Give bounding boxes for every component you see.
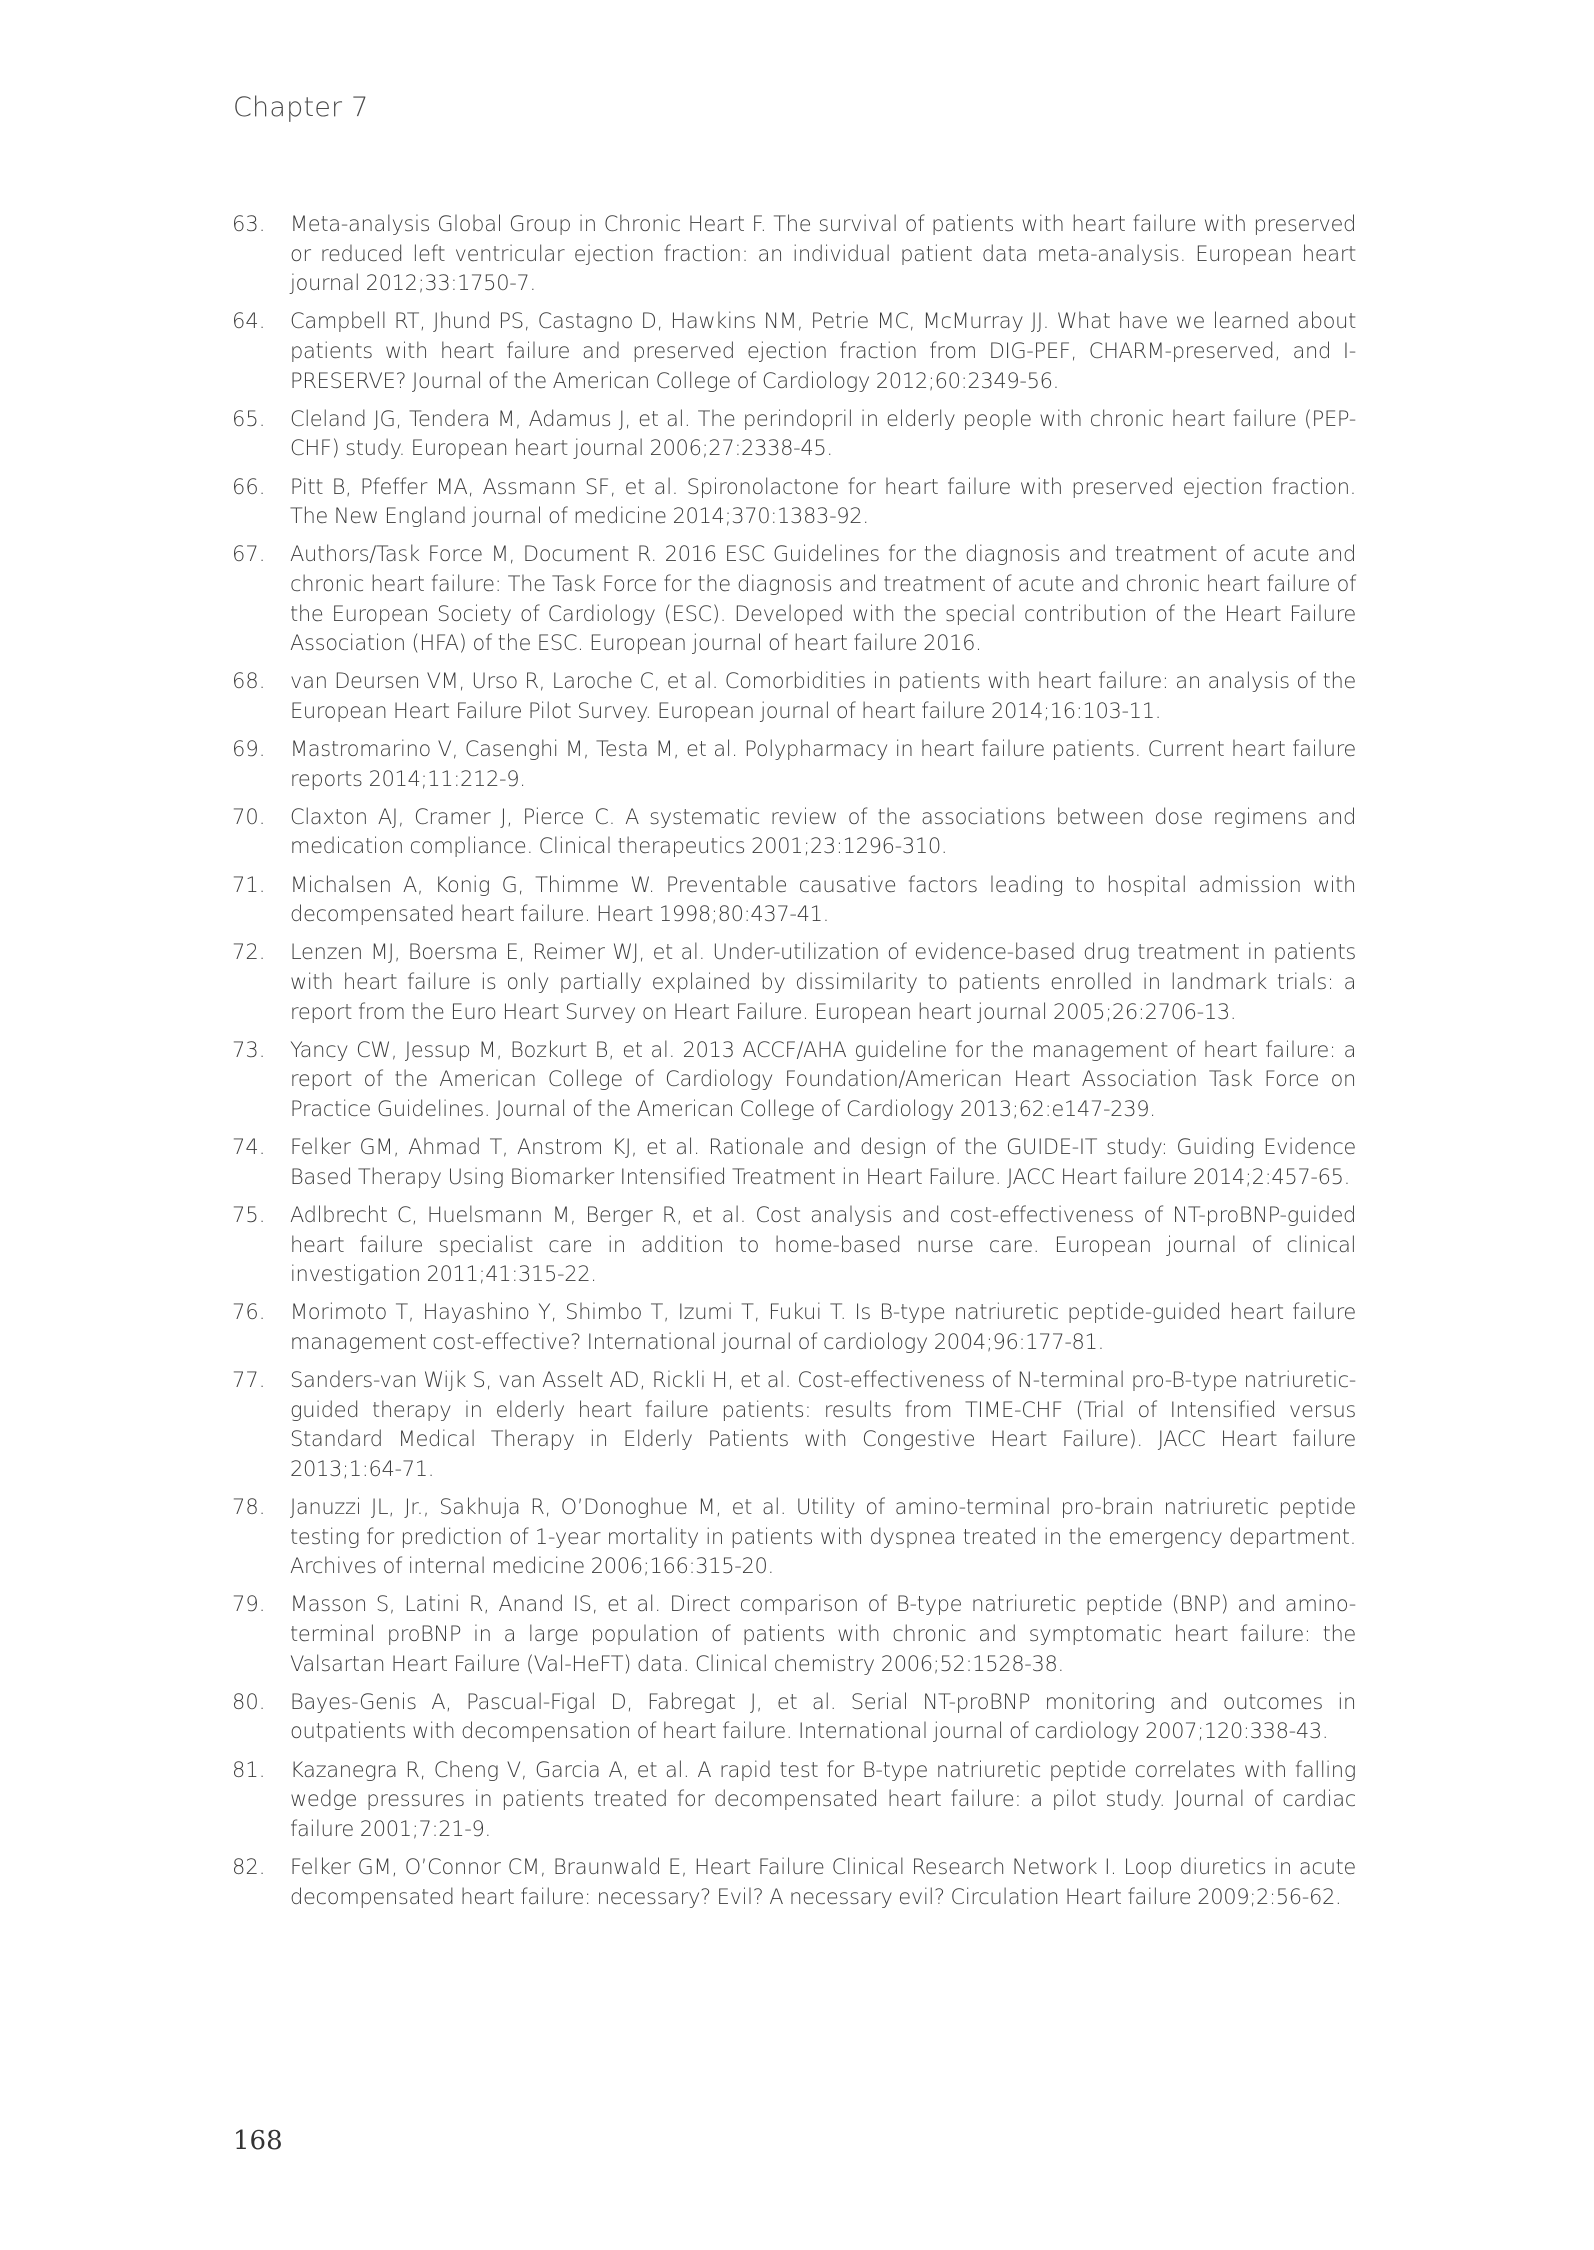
reference-item: [232, 667, 1356, 726]
reference-number: 78.: [232, 1495, 266, 1520]
reference-number: 73.: [232, 1037, 266, 1062]
reference-item: [232, 1853, 1356, 1912]
reference-text: Adlbrecht C, Huelsmann M, Berger R, et al. Cost analysis and cost-effectiveness of NT-proBNP-guided heart failure specialist care in addition to home-based nurse care. European journal of clinical investigation 2011;41:315-22.: [290, 1202, 1356, 1287]
reference-number: 79.: [232, 1592, 266, 1617]
reference-text: Mastromarino V, Casenghi M, Testa M, et al. Polypharmacy in heart failure patients. Current heart failure reports 2014;11:212-9.: [290, 737, 1356, 791]
reference-text: Meta-analysis Global Group in Chronic Heart F. The survival of patients with heart failure with preserved or reduced left ventricular ejection fraction: an individual patient data meta-analysis. European heart journal 2012;33:1750-7.: [290, 212, 1356, 296]
reference-item: [232, 1298, 1356, 1357]
reference-item: [232, 210, 1356, 299]
reference-number: 81.: [232, 1757, 266, 1782]
chapter-title: Chapter 7: [233, 92, 369, 123]
reference-item: [232, 1366, 1356, 1484]
reference-number: 67.: [232, 542, 266, 567]
reference-text: Claxton AJ, Cramer J, Pierce C. A systematic review of the associations between dose regimens and medication compliance. Clinical therapeutics 2001;23:1296-310.: [290, 804, 1356, 859]
reference-text: Masson S, Latini R, Anand IS, et al. Direct comparison of B-type natriuretic peptide (BNP) and amino-terminal proBNP in a large population of patients with chronic and symptomatic heart failure: the Valsartan Heart Failure (Val-HeFT) data. Clinical chemistry 2006;52:1528-38.: [290, 1592, 1356, 1676]
reference-number: 66.: [232, 474, 266, 499]
reference-text: Januzzi JL, Jr., Sakhuja R, O’Donoghue M, et al. Utility of amino-terminal pro-brain natriuretic peptide testing for prediction of 1-year mortality in patients with dyspnea treated in the emergency department. Archives of internal medicine 2006;166:315-20.: [290, 1495, 1356, 1579]
reference-number: 75.: [232, 1202, 266, 1227]
reference-item: [232, 307, 1356, 396]
reference-text: van Deursen VM, Urso R, Laroche C, et al. Comorbidities in patients with heart failure: an analysis of the European Heart Failure Pilot Survey. European journal of heart failure 2014;16:103-11.: [290, 669, 1356, 723]
reference-number: 74.: [232, 1135, 266, 1160]
reference-number: 70.: [232, 804, 266, 829]
reference-item: [232, 1756, 1356, 1845]
reference-item: [232, 1201, 1356, 1290]
reference-text: Yancy CW, Jessup M, Bozkurt B, et al. 2013 ACCF/AHA guideline for the management of heart failure: a report of the American College of Cardiology Foundation/American Heart Association Task Force on Practice Guidelines. Journal of the American College of Cardiology 2013;62:e147-239.: [290, 1037, 1356, 1121]
reference-list: [232, 210, 1356, 1921]
reference-item: [232, 1493, 1356, 1582]
reference-item: [232, 871, 1356, 930]
reference-number: 63.: [232, 212, 266, 236]
reference-item: [232, 1036, 1356, 1125]
reference-text: Michalsen A, Konig G, Thimme W. Preventable causative factors leading to hospital admission with decompensated heart failure. Heart 1998;80:437-41.: [290, 872, 1356, 927]
reference-text: Pitt B, Pfeffer MA, Assmann SF, et al. Spironolactone for heart failure with preserved ejection fraction. The New England journal of medicine 2014;370:1383-92.: [290, 474, 1356, 529]
reference-number: 72.: [232, 940, 266, 965]
reference-item: [232, 1590, 1356, 1679]
reference-number: 77.: [232, 1368, 266, 1393]
reference-item: [232, 938, 1356, 1027]
reference-number: 64.: [232, 309, 266, 334]
reference-text: Morimoto T, Hayashino Y, Shimbo T, Izumi T, Fukui T. Is B-type natriuretic peptide-guided heart failure management cost-effective? International journal of cardiology 2004;96:177-81.: [290, 1300, 1356, 1354]
reference-item: [232, 1133, 1356, 1192]
reference-item: [232, 473, 1356, 532]
reference-number: 82.: [232, 1854, 266, 1879]
reference-item: [232, 1688, 1356, 1747]
reference-item: [232, 735, 1356, 794]
reference-number: 68.: [232, 669, 266, 694]
reference-text: Felker GM, O’Connor CM, Braunwald E, Heart Failure Clinical Research Network I. Loop diuretics in acute decompensated heart failure: necessary? Evil? A necessary evil? Circulation Heart failure 2009;2:56-62.: [290, 1854, 1356, 1909]
reference-text: Sanders-van Wijk S, van Asselt AD, Rickli H, et al. Cost-effectiveness of N-terminal pro-B-type natriuretic-guided therapy in elderly heart failure patients: results from TIME-CHF (Trial of Intensified versus Standard Medical Therapy in Elderly Patients with Congestive Heart Failure). JACC Heart failure 2013;1:64-71.: [290, 1368, 1356, 1481]
reference-number: 80.: [232, 1689, 266, 1714]
reference-number: 65.: [232, 406, 266, 431]
reference-text: Felker GM, Ahmad T, Anstrom KJ, et al. Rationale and design of the GUIDE-IT study: Guiding Evidence Based Therapy Using Biomarker Intensified Treatment in Heart Failure. JACC Heart failure 2014;2:457-65.: [290, 1135, 1356, 1189]
reference-item: [232, 540, 1356, 658]
reference-number: 71.: [232, 872, 266, 897]
page-number: 168: [233, 2126, 283, 2156]
reference-text: Kazanegra R, Cheng V, Garcia A, et al. A rapid test for B-type natriuretic peptide correlates with falling wedge pressures in patients treated for decompensated heart failure: a pilot study. Journal of cardiac failure 2001;7:21-9.: [290, 1757, 1356, 1841]
reference-text: Lenzen MJ, Boersma E, Reimer WJ, et al. Under-utilization of evidence-based drug treatment in patients with heart failure is only partially explained by dissimilarity to patients enrolled in landmark trials: a report from the Euro Heart Survey on Heart Failure. European heart journal 2005;26:2706-13.: [290, 940, 1356, 1024]
reference-text: Authors/Task Force M, Document R. 2016 ESC Guidelines for the diagnosis and treatment of acute and chronic heart failure: The Task Force for the diagnosis and treatment of acute and chronic heart failure of the European Society of Cardiology (ESC). Developed with the special contribution of the Heart Failure Association (HFA) of the ESC. European journal of heart failure 2016.: [290, 542, 1356, 656]
reference-item: [232, 405, 1356, 464]
reference-number: 76.: [232, 1300, 266, 1325]
reference-text: Campbell RT, Jhund PS, Castagno D, Hawkins NM, Petrie MC, McMurray JJ. What have we learned about patients with heart failure and preserved ejection fraction from DIG-PEF, CHARM-preserved, and I-PRESERVE? Journal of the American College of Cardiology 2012;60:2349-56.: [290, 309, 1356, 393]
reference-number: 69.: [232, 737, 266, 762]
reference-text: Bayes-Genis A, Pascual-Figal D, Fabregat J, et al. Serial NT-proBNP monitoring and outcomes in outpatients with decompensation of heart failure. International journal of cardiology 2007;120:338-43.: [290, 1689, 1356, 1744]
reference-text: Cleland JG, Tendera M, Adamus J, et al. The perindopril in elderly people with chronic heart failure (PEP-CHF) study. European heart journal 2006;27:2338-45.: [290, 406, 1356, 461]
reference-item: [232, 803, 1356, 862]
